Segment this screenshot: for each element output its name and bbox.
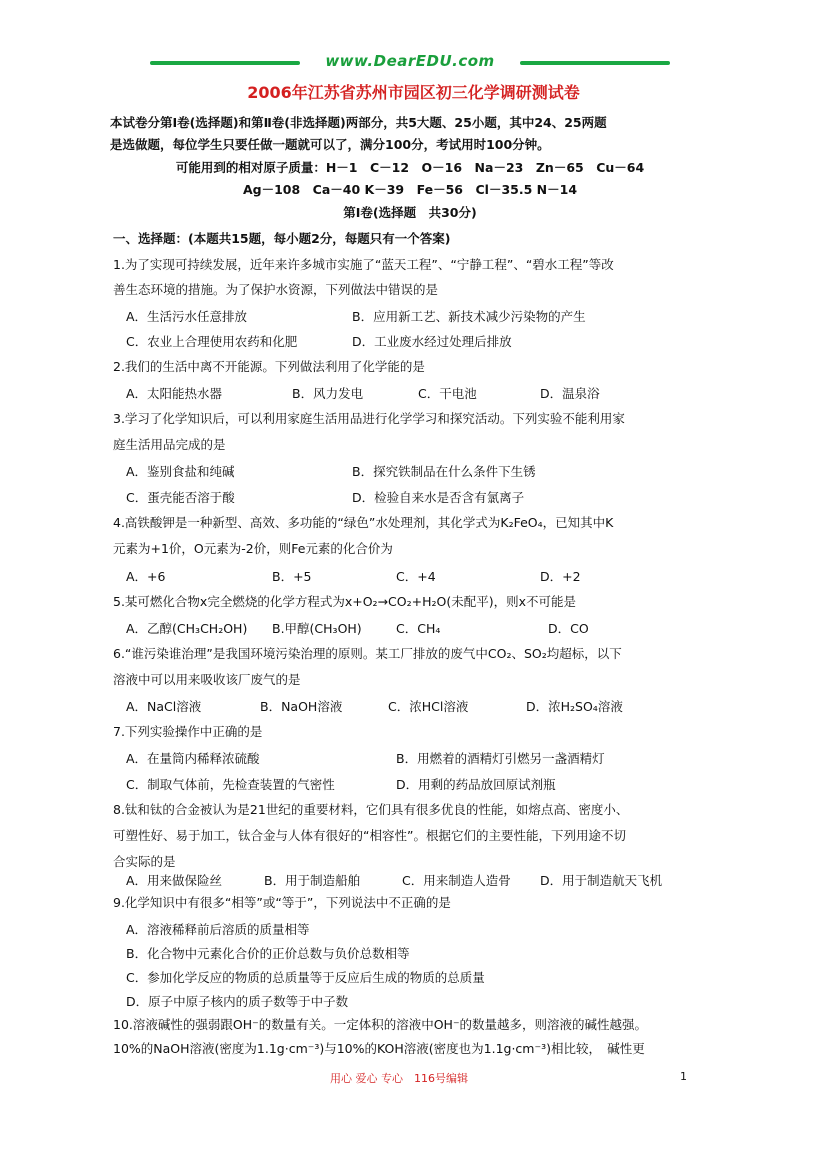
q4-option-a: A．+6 bbox=[126, 569, 166, 584]
q8-option-c: C．用来制造人造骨 bbox=[402, 873, 511, 888]
section-heading: 一、选择题：(本题共15题，每小题2分，每题只有一个答案) bbox=[113, 231, 451, 246]
q5-option-c: C．CH₄ bbox=[396, 621, 441, 636]
q6-option-d: D．浓H₂SO₄溶液 bbox=[526, 699, 623, 714]
site-url: www.DearEDU.com bbox=[325, 52, 495, 70]
page-number: 1 bbox=[680, 1070, 687, 1083]
question-1-line-2: 善生态环境的措施。为了保护水资源，下列做法中错误的是 bbox=[113, 282, 439, 297]
q7-option-a: A．在量筒内稀释浓硫酸 bbox=[126, 751, 260, 766]
question-5: 5.某可燃化合物x完全燃烧的化学方程式为x+O₂→CO₂+H₂O(未配平)，则x不可能是 bbox=[113, 594, 576, 609]
atomic-mass-line-2: Ag－108 Ca－40 K－39 Fe－56 Cl－35.5 N－14 bbox=[242, 182, 578, 197]
question-4-line-2: 元素为+1价，O元素为-2价，则Fe元素的化合价为 bbox=[113, 541, 393, 556]
question-1-line-1: 1.为了实现可持续发展，近年来许多城市实施了“蓝天工程”、“宁静工程”、“碧水工程”等改 bbox=[113, 257, 614, 272]
q9-option-d: D．原子中原子核内的质子数等于中子数 bbox=[126, 994, 349, 1009]
question-6-line-1: 6.“谁污染谁治理”是我国环境污染治理的原则。某工厂排放的废气中CO₂、SO₂均超标，以下 bbox=[113, 646, 622, 661]
q5-option-d: D．CO bbox=[548, 621, 589, 636]
q4-option-c: C．+4 bbox=[396, 569, 436, 584]
q1-option-a: A．生活污水任意排放 bbox=[126, 309, 248, 324]
question-7: 7.下列实验操作中正确的是 bbox=[113, 724, 263, 739]
q2-option-d: D．温泉浴 bbox=[540, 386, 600, 401]
q2-option-c: C．干电池 bbox=[418, 386, 477, 401]
q8-option-a: A．用来做保险丝 bbox=[126, 873, 223, 888]
footer-text: 用心 爱心 专心 116号编辑 bbox=[330, 1072, 468, 1085]
question-2: 2.我们的生活中离不开能源。下列做法利用了化学能的是 bbox=[113, 359, 425, 374]
q9-option-c: C．参加化学反应的物质的总质量等于反应后生成的物质的总质量 bbox=[126, 970, 485, 985]
q3-option-a: A．鉴别食盐和纯碱 bbox=[126, 464, 235, 479]
q8-option-b: B．用于制造船舶 bbox=[264, 873, 361, 888]
q4-option-b: B．+5 bbox=[272, 569, 312, 584]
q6-option-b: B．NaOH溶液 bbox=[260, 699, 343, 714]
site-banner bbox=[150, 52, 670, 74]
question-8-line-2: 可塑性好、易于加工，钛合金与人体有很好的“相容性”。根据它们的主要性能，下列用途不切 bbox=[113, 828, 626, 843]
q8-option-d: D．用于制造航天飞机 bbox=[540, 873, 663, 888]
q2-option-b: B．风力发电 bbox=[292, 386, 364, 401]
q3-option-d: D．检验自来水是否含有氯离子 bbox=[352, 490, 525, 505]
atomic-mass-line-1: 可能用到的相对原子质量：H－1 C－12 O－16 Na－23 Zn－65 Cu－64 bbox=[175, 160, 645, 175]
question-3-line-1: 3.学习了化学知识后，可以利用家庭生活用品进行化学学习和探究活动。下列实验不能利用家 bbox=[113, 411, 625, 426]
q2-option-a: A．太阳能热水器 bbox=[126, 386, 223, 401]
question-8-line-1: 8.钛和钛的合金被认为是21世纪的重要材料，它们具有很多优良的性能，如熔点高、密度小、 bbox=[113, 802, 629, 817]
question-6-line-2: 溶液中可以用来吸收该厂废气的是 bbox=[113, 672, 301, 687]
q3-option-c: C．蛋壳能否溶于酸 bbox=[126, 490, 235, 505]
q5-option-a: A．乙醇(CH₃CH₂OH) bbox=[126, 621, 248, 636]
question-10-line-2: 10%的NaOH溶液(密度为1.1g·cm⁻³)与10%的KOH溶液(密度也为1.1g·cm⁻³)相比较， 碱性更 bbox=[113, 1041, 645, 1056]
question-4-line-1: 4.高铁酸钾是一种新型、高效、多功能的“绿色”水处理剂，其化学式为K₂FeO₄，已知其中K bbox=[113, 515, 614, 530]
question-8-line-3: 合实际的是 bbox=[113, 854, 176, 869]
q3-option-b: B．探究铁制品在什么条件下生锈 bbox=[352, 464, 536, 479]
q1-option-c: C．农业上合理使用农药和化肥 bbox=[126, 334, 298, 349]
part-heading: 第Ⅰ卷(选择题 共30分) bbox=[343, 205, 477, 220]
q7-option-c: C．制取气体前，先检查装置的气密性 bbox=[126, 777, 335, 792]
intro-line-2: 是选做题，每位学生只要任做一题就可以了，满分100分，考试用时100分钟。 bbox=[110, 137, 550, 152]
page-title: 2006年江苏省苏州市园区初三化学调研测试卷 bbox=[247, 83, 580, 102]
question-3-line-2: 庭生活用品完成的是 bbox=[113, 437, 226, 452]
q6-option-a: A．NaCl溶液 bbox=[126, 699, 202, 714]
q9-option-a: A．溶液稀释前后溶质的质量相等 bbox=[126, 922, 310, 937]
question-9: 9.化学知识中有很多“相等”或“等于”，下列说法中不正确的是 bbox=[113, 895, 451, 910]
q7-option-d: D．用剩的药品放回原试剂瓶 bbox=[396, 777, 556, 792]
question-10-line-1: 10.溶液碱性的强弱跟OH⁻的数量有关。一定体积的溶液中OH⁻的数量越多，则溶液的碱性越强。 bbox=[113, 1017, 648, 1032]
q9-option-b: B．化合物中元素化合价的正价总数与负价总数相等 bbox=[126, 946, 410, 961]
q1-option-b: B．应用新工艺、新技术减少污染物的产生 bbox=[352, 309, 586, 324]
q1-option-d: D．工业废水经过处理后排放 bbox=[352, 334, 512, 349]
q4-option-d: D．+2 bbox=[540, 569, 581, 584]
q7-option-b: B．用燃着的酒精灯引燃另一盏酒精灯 bbox=[396, 751, 605, 766]
q5-option-b: B.甲醇(CH₃OH) bbox=[272, 621, 362, 636]
q6-option-c: C．浓HCl溶液 bbox=[388, 699, 469, 714]
intro-line-1: 本试卷分第Ⅰ卷(选择题)和第Ⅱ卷(非选择题)两部分，共5大题、25小题，其中24、25两题 bbox=[110, 115, 607, 130]
